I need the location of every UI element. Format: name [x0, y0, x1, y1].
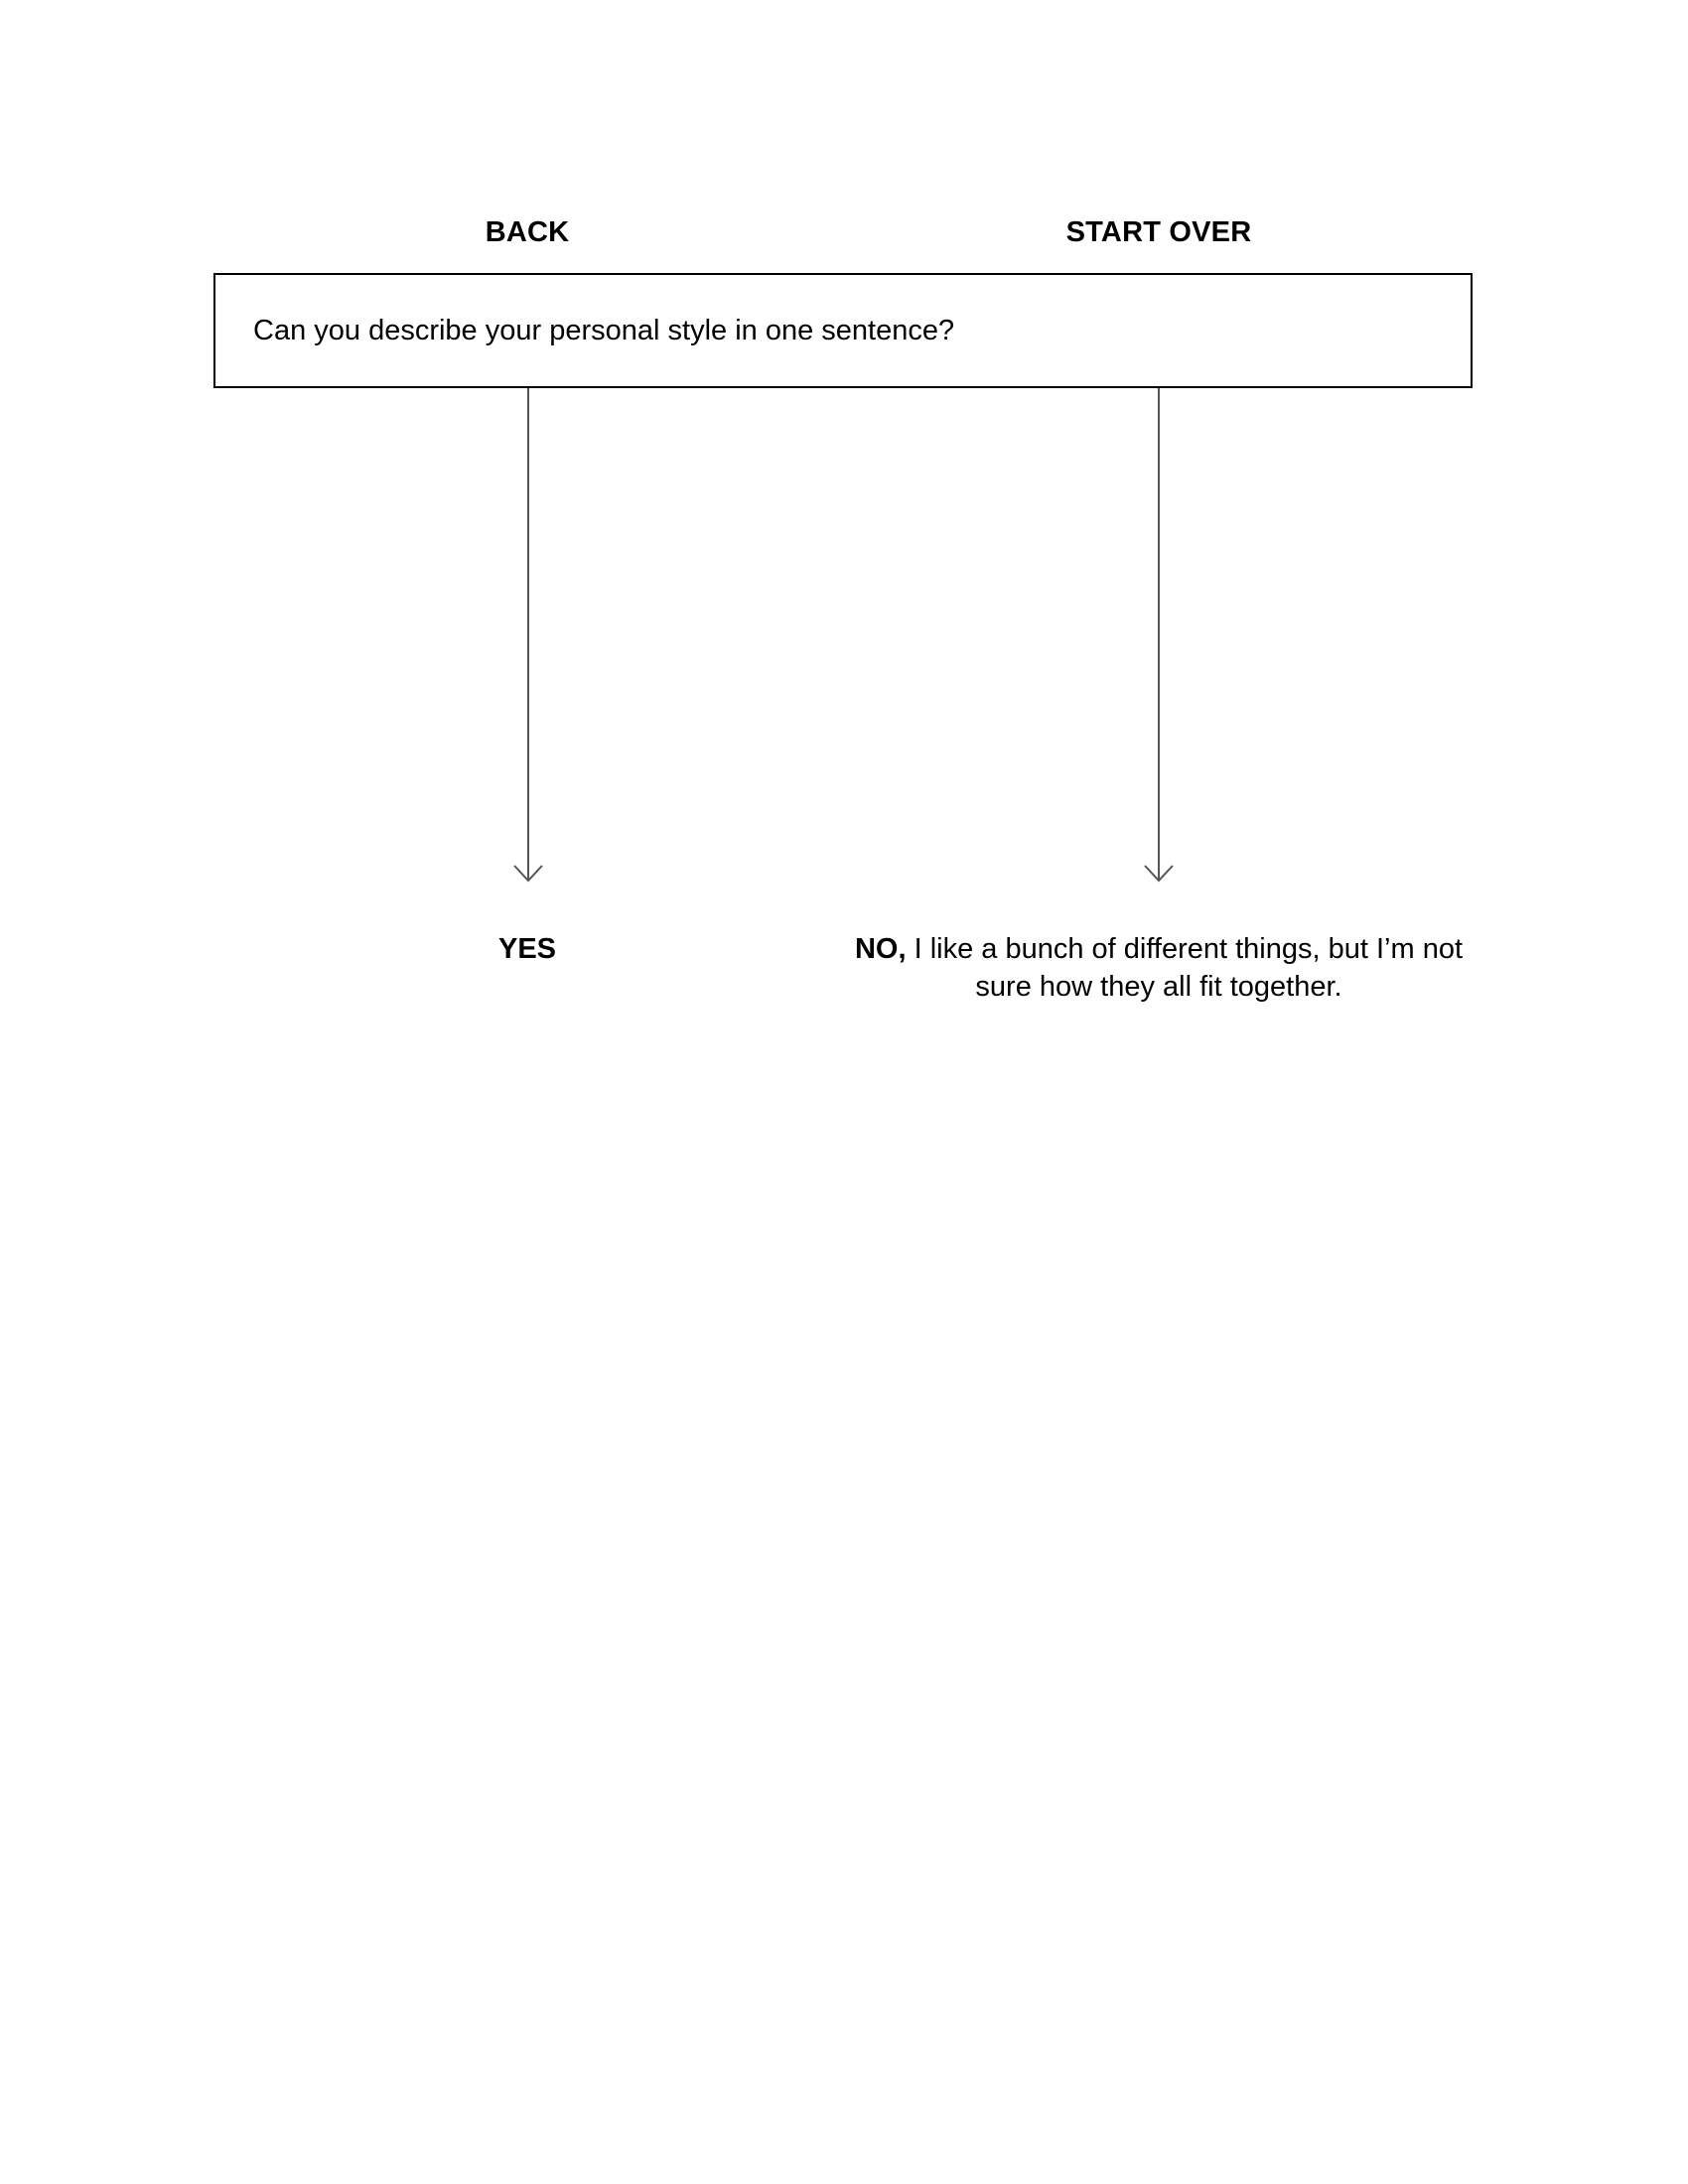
back-link[interactable]: BACK: [485, 216, 570, 248]
arrow-to-yes: [514, 388, 542, 881]
arrow-to-no: [1145, 388, 1173, 881]
answer-no[interactable]: [834, 930, 1483, 1006]
answer-no-label: NO,: [854, 933, 907, 965]
answer-yes[interactable]: YES: [497, 933, 557, 965]
question-text: Can you describe your personal style in one sentence?: [253, 314, 955, 346]
start-over-link[interactable]: START OVER: [1065, 216, 1252, 248]
answer-no-detail: I like a bunch of different things, but I’m not sure how they all fit together.: [906, 933, 1464, 1003]
question-box: [213, 273, 1473, 388]
